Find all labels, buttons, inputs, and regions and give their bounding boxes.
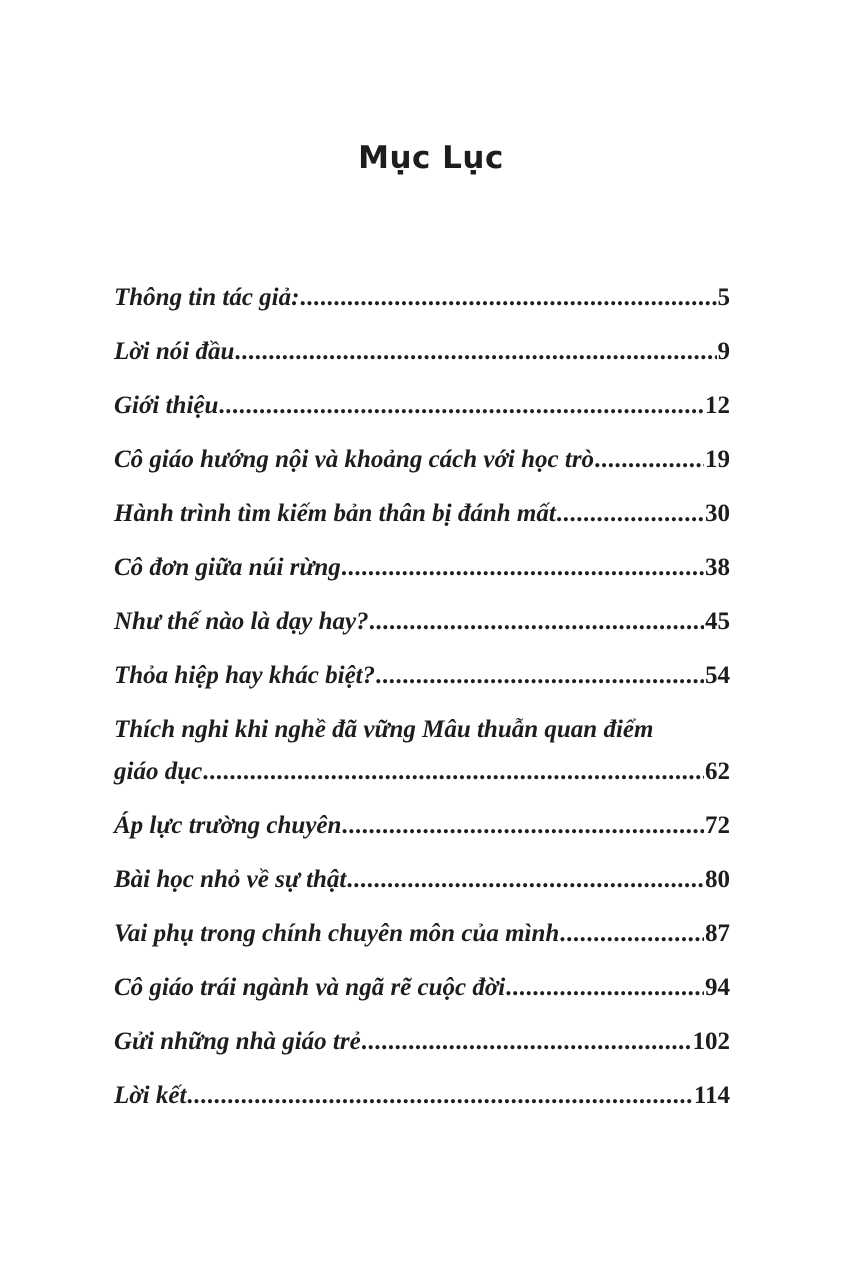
toc-entry [114, 1020, 730, 1074]
dot-leader [342, 804, 704, 848]
toc-entry [114, 438, 730, 492]
dot-leader [506, 966, 704, 1010]
toc-page-number: 114 [693, 1082, 730, 1109]
toc-page-number: 102 [692, 1028, 730, 1055]
toc-entry [114, 1074, 730, 1128]
dot-leader [595, 438, 704, 482]
dot-leader [370, 600, 704, 644]
toc-page-number: 62 [705, 758, 730, 785]
dot-leader [235, 330, 716, 374]
toc-entry [114, 858, 730, 912]
toc-page-number: 30 [705, 500, 730, 527]
toc-entry [114, 330, 730, 384]
toc-entry [114, 384, 730, 438]
toc-entry-title: Lời nói đầu [114, 338, 235, 365]
toc-page-number: 80 [705, 866, 730, 893]
dot-leader [362, 1020, 692, 1064]
dot-leader [300, 276, 716, 320]
toc-entry-title: Cô đơn giữa núi rừng [114, 554, 341, 581]
toc-entry-title-line2: giáo dục [114, 758, 203, 785]
toc-entry-title: Lời kết [114, 1082, 187, 1109]
dot-leader [347, 858, 704, 902]
toc-page-number: 12 [705, 392, 730, 419]
toc-entry-title: Cô giáo hướng nội và khoảng cách với học trò [114, 446, 595, 473]
toc-page-number: 38 [705, 554, 730, 581]
toc-entry [114, 654, 730, 708]
toc-page-number: 45 [705, 608, 730, 635]
toc-entry [114, 708, 730, 804]
toc-page-number: 54 [705, 662, 730, 689]
dot-leader [203, 750, 704, 794]
toc-entry-title: Hành trình tìm kiếm bản thân bị đánh mất [114, 500, 556, 527]
toc-entry-title: Thông tin tác giả: [114, 284, 300, 311]
toc-entry-title: Như thế nào là dạy hay? [114, 608, 369, 635]
toc-entry [114, 492, 730, 546]
dot-leader [187, 1074, 692, 1118]
toc-entry-title: Vai phụ trong chính chuyên môn của mình [114, 920, 560, 947]
toc-entry [114, 546, 730, 600]
table-of-contents [114, 276, 730, 1128]
dot-leader [557, 492, 704, 536]
toc-entry-title: Cô giáo trái ngành và ngã rẽ cuộc đời [114, 974, 506, 1001]
toc-entry-title: Gửi những nhà giáo trẻ [114, 1028, 361, 1055]
toc-entry-title-line1: Thích nghi khi nghề đã vững Mâu thuẫn quan điểm [114, 716, 654, 743]
toc-entry-title: Áp lực trường chuyên [114, 812, 342, 839]
page-title: Mục Lục [358, 140, 504, 176]
toc-entry [114, 600, 730, 654]
toc-page-number: 94 [705, 974, 730, 1001]
dot-leader [342, 546, 704, 590]
toc-page-number: 87 [705, 920, 730, 947]
toc-page-number: 72 [705, 812, 730, 839]
toc-entry [114, 804, 730, 858]
dot-leader [376, 654, 704, 698]
toc-entry [114, 966, 730, 1020]
toc-page-number: 9 [717, 338, 730, 365]
dot-leader [219, 384, 704, 428]
dot-leader [560, 912, 704, 956]
toc-entry-title: Thỏa hiệp hay khác biệt? [114, 662, 376, 689]
toc-entry [114, 276, 730, 330]
toc-entry [114, 912, 730, 966]
toc-entry-title: Bài học nhỏ về sự thật [114, 866, 347, 893]
toc-entry-title: Giới thiệu [114, 392, 219, 419]
toc-page-number: 19 [705, 446, 730, 473]
toc-page-number: 5 [717, 284, 730, 311]
